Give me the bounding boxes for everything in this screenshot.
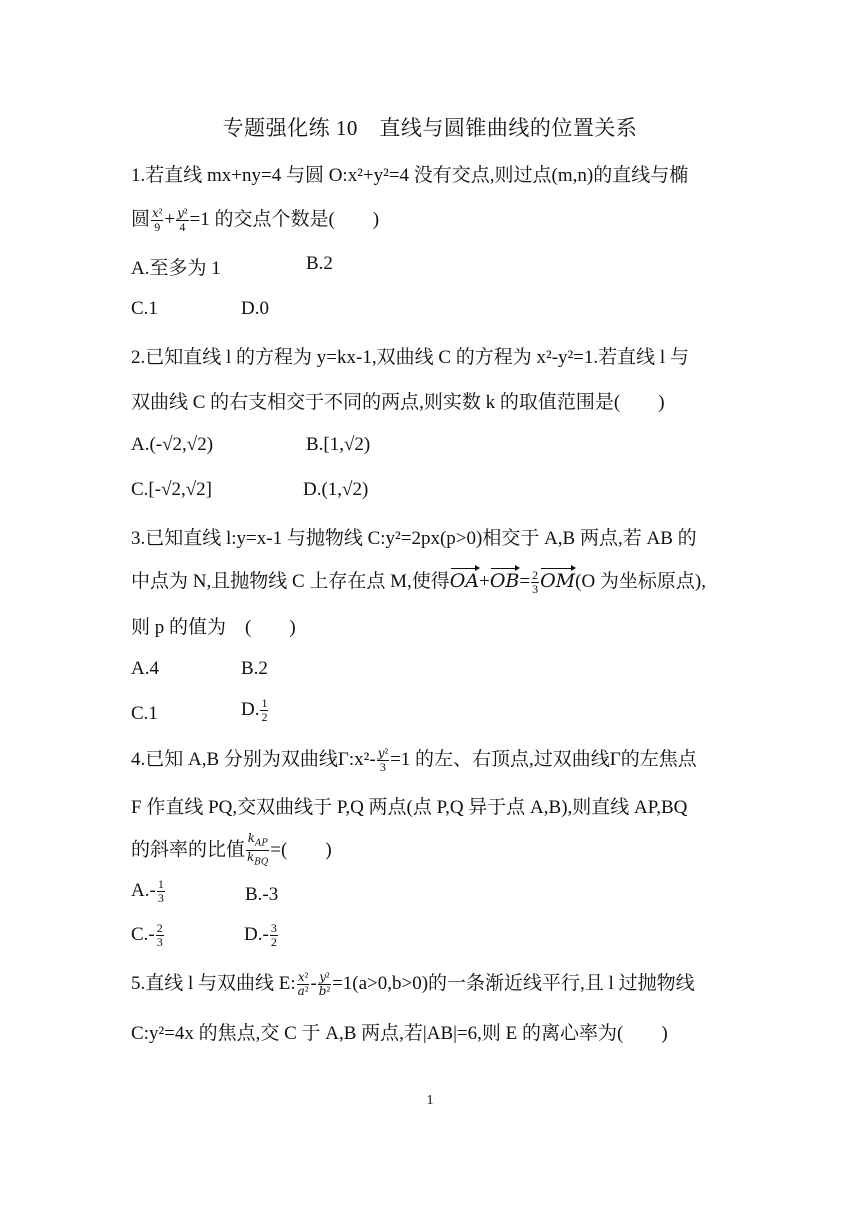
q1-choice-a: A.至多为 1	[131, 258, 221, 279]
q3-choice-a: A.4	[131, 658, 159, 679]
fraction-x2-over-a2: $\frac{\text{x²}}{\text{a²}}$	[297, 970, 309, 999]
page-title: 专题强化练 10 直线与圆锥曲线的位置关系	[222, 116, 638, 140]
q4-choice-b: B.-3	[245, 884, 279, 905]
q5-line-1: 5.直线 l 与双曲线 E: $\frac{\text{x²}}{\text{a²}}$ - $\frac{\text{y²}}{\text{b²}}$ =1(a>0,b>0)的一条渐近线平行,且 l 过抛物线	[131, 970, 695, 999]
fraction-1-over-3: $\frac{1}{3}$	[157, 877, 164, 905]
q3-line-3: 则 p 的值为 ( )	[131, 617, 296, 638]
q3-choice-c: C.1	[131, 703, 158, 724]
fraction-3-over-2: $\frac{3}{2}$	[270, 921, 277, 949]
fraction-y2-over-3: $\frac{\text{y²}}{3}$	[377, 746, 389, 775]
q4-choice-a: A.- $\frac{1}{3}$	[131, 877, 164, 905]
q4-line-2: F 作直线 PQ,交双曲线于 P,Q 两点(点 P,Q 异于点 A,B),则直线 AP,BQ	[131, 797, 688, 818]
q2-choice-c: C.[-√2,√2]	[131, 479, 213, 500]
fraction-y2-over-4: $\frac{\text{y²}}{4}$	[177, 206, 188, 235]
q1-choice-b: B.2	[306, 253, 333, 274]
q1-line-1: 1.若直线 mx+ny=4 与圆 O:x²+y²=4 没有交点,则过点(m,n)的直线与椭	[131, 165, 689, 186]
vector-ob: OB	[489, 570, 520, 592]
vector-oa: OA	[449, 570, 480, 592]
q1-choice-d: D.0	[241, 298, 269, 319]
q3-choice-b: B.2	[241, 658, 268, 679]
page-number: 1	[426, 1093, 434, 1108]
q3-choice-d: D. $\frac{1}{2}$	[241, 696, 268, 724]
q1-line-2: 圆 $\frac{\text{x²}}{9}$ + $\frac{\text{y²}}{4}$ =1 的交点个数是( )	[131, 206, 380, 235]
q2-choice-a: A.(-√2,√2)	[131, 434, 214, 455]
q2-line-2: 双曲线 C 的右支相交于不同的两点,则实数 k 的取值范围是( )	[131, 392, 665, 413]
q4-line-1: 4.已知 A,B 分别为双曲线Γ:x²- $\frac{\text{y²}}{3}$ =1 的左、右顶点,过双曲线Γ的左焦点	[131, 746, 697, 775]
fraction-1-over-2: $\frac{1}{2}$	[261, 696, 268, 724]
fraction-x2-over-9: $\frac{\text{x²}}{9}$	[152, 206, 163, 235]
fraction-2-over-3: $\frac{2}{3}$	[532, 568, 539, 597]
q4-choice-c: C.- $\frac{2}{3}$	[131, 921, 163, 949]
q2-line-1: 2.已知直线 l 的方程为 y=kx-1,双曲线 C 的方程为 x²-y²=1.若直线 l 与	[131, 347, 689, 368]
fraction-2-over-3-c: $\frac{2}{3}$	[156, 921, 163, 949]
fraction-y2-over-b2: $\frac{\text{y²}}{\text{b²}}$	[318, 970, 331, 999]
q2-choice-b: B.[1,√2)	[306, 434, 371, 455]
q4-choice-d: D.- $\frac{3}{2}$	[244, 921, 277, 949]
fraction-kap-over-kbq: $\frac{k_{AP}}{k_{BQ}}$	[247, 831, 269, 868]
q3-line-1: 3.已知直线 l:y=x-1 与抛物线 C:y²=2px(p>0)相交于 A,B 两点,若 AB 的	[131, 528, 697, 549]
q4-line-3: 的斜率的比值 $\frac{k_{AP}}{k_{BQ}}$ =( )	[131, 831, 332, 868]
q5-line-2: C:y²=4x 的焦点,交 C 于 A,B 两点,若|AB|=6,则 E 的离心率为( )	[131, 1023, 668, 1044]
q3-line-2: 中点为 N,且抛物线 C 上存在点 M,使得OA+OB= $\frac{2}{3}$ OM(O 为坐标原点),	[131, 568, 707, 597]
q1-choice-c: C.1	[131, 298, 158, 319]
q2-choice-d: D.(1,√2)	[303, 479, 369, 500]
vector-om: OM	[540, 570, 576, 592]
